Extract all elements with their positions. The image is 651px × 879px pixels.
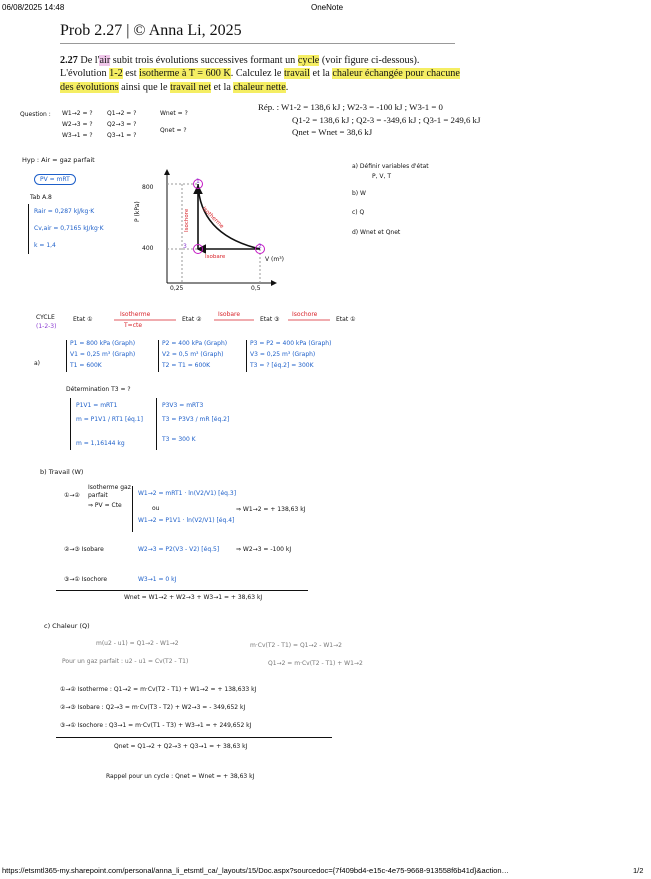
highlight-1-2: 1-2 — [109, 68, 123, 80]
cycle-state-2: Etat ② — [182, 316, 202, 323]
state2-p: P2 = 400 kPa (Graph) — [162, 340, 228, 347]
task-d: d) Wnet et Qnet — [352, 229, 401, 236]
page-url: https://etsmtl365-my.sharepoint.com/personal/anna_li_etsmtl_ca/_layouts/15/Doc.aspx?sourcedoc={7f409bd4-e15c-4e75-9668-913558f6b41d}&action… — [2, 866, 510, 875]
answer-line-2: Q1-2 = 138,6 kJ ; Q2-3 = -349,6 kJ ; Q3-1 = 249,6 kJ — [292, 114, 481, 125]
brace-t3-right — [156, 398, 157, 450]
question-q12: Q1→2 = ? — [107, 110, 137, 117]
question-w12: W1→2 = ? — [62, 110, 93, 117]
page-title: Prob 2.27 | © Anna Li, 2025 — [60, 22, 242, 39]
app-title: OneNote — [311, 3, 344, 12]
travail-23-result: ⇒ W2→3 = -100 kJ — [236, 546, 292, 553]
point-3-label: 3 — [183, 243, 187, 250]
t3-eq1: P1V1 = mRT1 — [76, 402, 118, 409]
chaleur-sum-line — [56, 737, 332, 738]
travail-heading: b) Travail (W) — [40, 468, 84, 476]
question-w23: W2→3 = ? — [62, 121, 93, 128]
hypothesis: Hyp : Air = gaz parfait — [22, 156, 95, 164]
t3-determination: Détermination T3 = ? — [66, 386, 131, 393]
highlight-travail: travail — [283, 68, 310, 80]
highlight-isotherme: isotherme à T = 600 K — [139, 68, 231, 80]
problem-statement: 2.27 De l'air subit trois évolutions successives formant un cycle (voir figure ci-dessous). L'évolution 1-2 est isotherme à T = 600 K. Calculez le travail et la chaleur échangée pour chacune des évolutions ainsi que le travail net et la chaleur nette. — [60, 55, 460, 93]
chaleur-heading: c) Chaleur (Q) — [44, 622, 90, 630]
answer-block — [258, 101, 480, 139]
state3-v: V3 = 0,25 m³ (Graph) — [250, 351, 316, 358]
chaleur-12: ①→② Isotherme : Q1→2 = m·Cv(T2 - T1) + W1→2 = + 138,633 kJ — [60, 686, 257, 693]
question-w31: W3→1 = ? — [62, 132, 93, 139]
isotherme-label: Isotherme — [200, 206, 225, 230]
cv-air: Cv,air = 0,7165 kJ/kg·K — [34, 225, 104, 232]
travail-sum-line — [56, 590, 308, 591]
travail-12-path: ①→② — [64, 492, 80, 499]
question-wnet: Wnet = ? — [160, 110, 188, 117]
title-divider — [60, 43, 455, 44]
brace-state2 — [158, 340, 159, 372]
y-tick-400: 400 — [142, 245, 154, 252]
state1-p: P1 = 800 kPa (Graph) — [70, 340, 136, 347]
question-q31: Q3→1 = ? — [107, 132, 137, 139]
travail-23-path: ②→③ Isobare — [64, 546, 104, 553]
travail-net: Wnet = W1→2 + W2→3 + W3→1 = + 38,63 kJ — [124, 594, 263, 601]
chaleur-g3: m·Cv(T2 - T1) = Q1→2 - W1→2 — [250, 642, 342, 649]
cycle-state-1: Etat ① — [73, 316, 93, 323]
print-timestamp: 06/08/2025 14:48 — [2, 3, 65, 12]
cycle-t12: Isotherme — [120, 311, 151, 318]
table-ref: Tab A.8 — [30, 194, 52, 201]
cycle-t23: Isobare — [218, 311, 241, 318]
question-q23: Q2→3 = ? — [107, 121, 137, 128]
y-tick-800: 800 — [142, 184, 154, 191]
highlight-air: air — [99, 55, 111, 66]
t3-mass: m = 1,16144 kg — [76, 440, 125, 447]
state1-t: T1 = 600K — [70, 362, 102, 369]
travail-12-pv: ⇒ PV = Cte — [88, 502, 122, 509]
t3-result: T3 = 300 K — [162, 436, 196, 443]
x-axis-label: V (m³) — [265, 256, 284, 263]
state2-v: V2 = 0,5 m³ (Graph) — [162, 351, 224, 358]
highlight-travail-net: travail net — [170, 81, 212, 93]
cycle-t31: Isochore — [292, 311, 318, 318]
chaleur-g4: Q1→2 = m·Cv(T2 - T1) + W1→2 — [268, 660, 363, 667]
r-air: Rair = 0,287 kJ/kg·K — [34, 208, 95, 215]
page-count: 1/2 — [633, 866, 644, 875]
point-2-label: 2 — [258, 243, 262, 250]
chaleur-rappel: Rappel pour un cycle : Qnet = Wnet = + 38,63 kJ — [106, 773, 255, 780]
state3-p: P3 = P2 = 400 kPa (Graph) — [250, 340, 332, 347]
highlight-chaleur-nette: chaleur nette — [233, 81, 286, 93]
brace-line — [28, 204, 29, 254]
travail-31-path: ③→① Isochore — [64, 576, 108, 583]
travail-31-eq: W3→1 = 0 kJ — [138, 576, 177, 583]
isochore-label: Isochore — [184, 208, 190, 232]
chaleur-31: ③→① Isochore : Q3→1 = m·Cv(T1 - T3) + W3→1 = + 249,652 kJ — [60, 722, 252, 729]
x-tick-05: 0,5 — [251, 285, 261, 292]
state3-t: T3 = ? [éq.2] = 300K — [250, 362, 314, 369]
travail-12-note: Isotherme gaz parfait — [88, 484, 131, 499]
task-b: b) W — [352, 190, 366, 197]
section-a-label: a) — [34, 360, 41, 367]
point-1-label: 1 — [196, 178, 200, 185]
chaleur-first-law: m(u2 - u1) = Q1→2 - W1→2 — [96, 640, 179, 647]
isobare-label: Isobare — [205, 254, 226, 260]
state1-v: V1 = 0,25 m³ (Graph) — [70, 351, 136, 358]
cycle-label: CYCLE — [36, 314, 55, 321]
t3-eq4: T3 = P3V3 / mR [éq.2] — [162, 416, 230, 423]
cycle-state-3: Etat ③ — [260, 316, 280, 323]
highlight-chaleur: chaleur échangée pour chacune des évolutions — [60, 68, 460, 93]
travail-23-eq: W2→3 = P2(V3 - V2) [éq.5] — [138, 546, 220, 553]
chaleur-23: ②→③ Isobare : Q2→3 = m·Cv(T3 - T2) + W2→3 = - 349,652 kJ — [60, 704, 246, 711]
brace-state1 — [66, 340, 67, 372]
answer-line-1: Rép. : W1-2 = 138,6 kJ ; W2-3 = -100 kJ ; W3-1 = 0 — [258, 102, 443, 112]
x-tick-025: 0,25 — [170, 285, 184, 292]
t3-eq3: P3V3 = mRT3 — [162, 402, 204, 409]
travail-12-eq3: W1→2 = mRT1 · ln(V2/V1) [éq.3] — [138, 490, 237, 497]
brace-travail-12 — [132, 486, 133, 532]
pv-diagram — [140, 165, 280, 295]
travail-12-ou: ou — [152, 505, 160, 512]
task-a-vars: P, V, T — [372, 173, 392, 180]
question-qnet: Qnet = ? — [160, 127, 187, 134]
brace-state3 — [246, 340, 247, 372]
cycle-state-1b: Etat ① — [336, 316, 356, 323]
highlight-cycle: cycle — [297, 55, 320, 66]
brace-t3-left — [70, 398, 71, 450]
chaleur-ideal-gas: Pour un gaz parfait : u2 - u1 = Cv(T2 - T1) — [62, 658, 189, 665]
cycle-t12b: T=cte — [124, 322, 143, 329]
answer-line-3: Qnet = Wnet = 38,6 kJ — [292, 127, 373, 137]
question-label: Question : — [20, 111, 51, 118]
cycle-arrows — [96, 316, 426, 326]
travail-12-result: ⇒ W1→2 = + 138,63 kJ — [236, 506, 306, 513]
task-c: c) Q — [352, 209, 365, 216]
cycle-sub: (1-2-3) — [36, 323, 57, 330]
task-a: a) Définir variables d'état — [352, 163, 429, 170]
state2-t: T2 = T1 = 600K — [162, 362, 211, 369]
chaleur-net: Qnet = Q1→2 + Q2→3 + Q3→1 = + 38,63 kJ — [114, 743, 248, 750]
t3-eq2: m = P1V1 / RT1 [éq.1] — [76, 416, 143, 423]
k-air: k = 1,4 — [34, 242, 56, 249]
problem-number: 2.27 — [60, 55, 78, 66]
ideal-gas-law: PV = mRT — [34, 174, 76, 185]
travail-12-eq4: W1→2 = P1V1 · ln(V2/V1) [éq.4] — [138, 517, 235, 524]
y-axis-label: P (kPa) — [134, 201, 141, 222]
